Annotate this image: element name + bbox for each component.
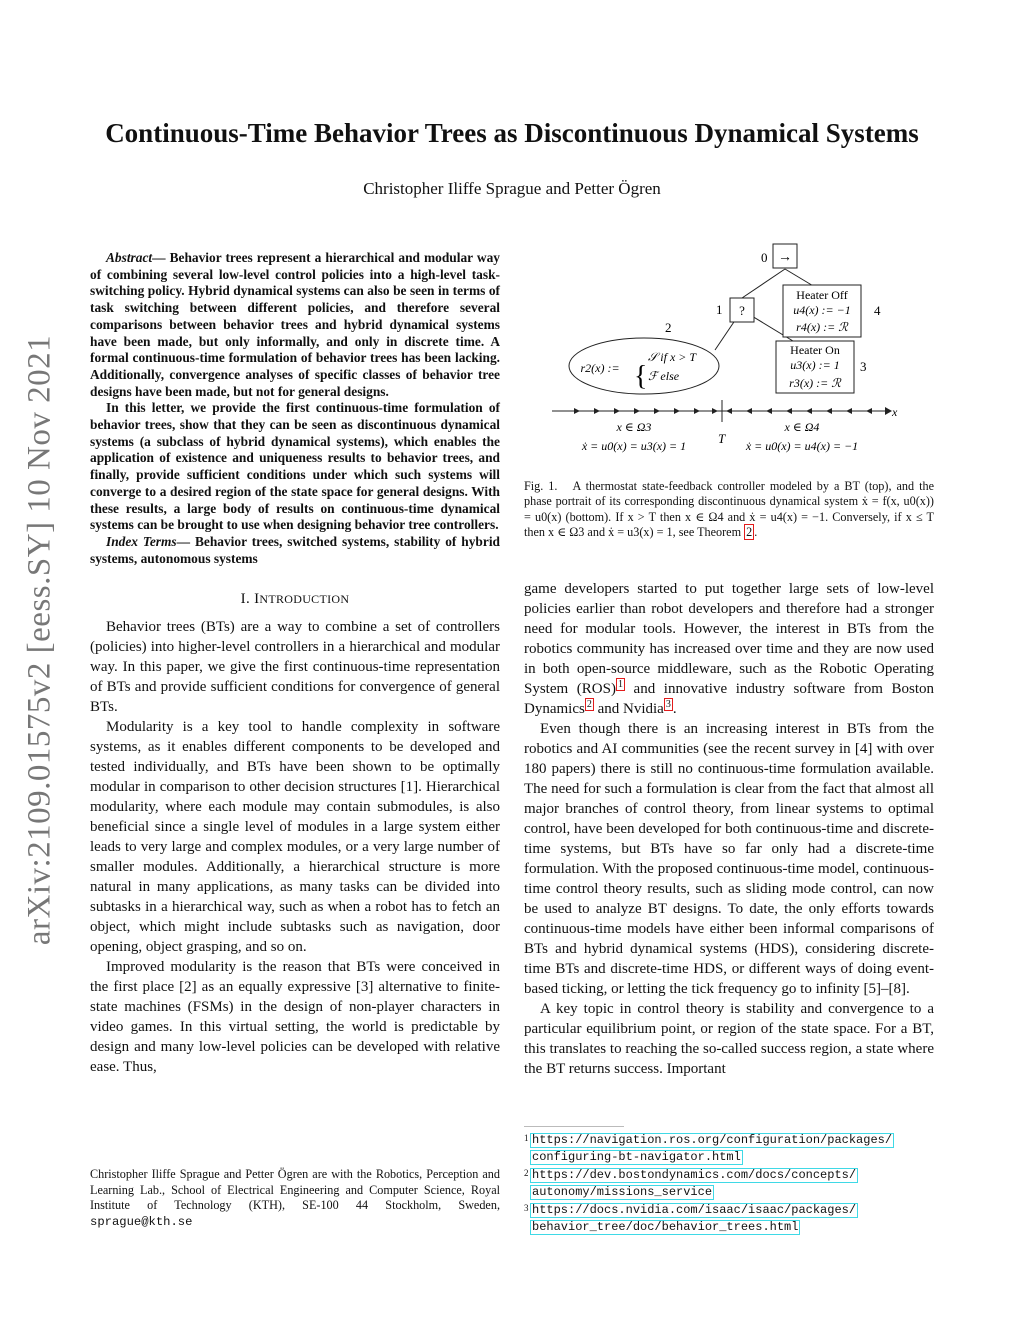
- axis-label: x: [892, 405, 898, 419]
- theorem-link[interactable]: 2: [746, 524, 753, 539]
- abstract-p1: Behavior trees represent a hierarchical and modular way of combining several low-level control policies into a high-level task-switching policy. Hybrid dynamical systems can also be seen in terms of task switching between different policies, and therefore several comparisons between behavior trees and hybrid dynamical systems have been made, but only informally, and only in discrete time. A formal continuous-time formulation of behavior trees has been lacking. Additionally, convergence analyses of specific classes of behavior tree designs have been made, but not for general designs.: [90, 250, 500, 399]
- footnote-link-2a[interactable]: https://dev.bostondynamics.com/docs/concepts/: [532, 1168, 857, 1182]
- affiliation-footnote: [90, 1167, 500, 1230]
- arxiv-sidebar: [10, 290, 70, 990]
- paper-authors: Christopher Iliffe Sprague and Petter Ögren: [363, 179, 661, 198]
- index-terms: Behavior trees, switched systems, stability of hybrid systems, autonomous systems: [90, 533, 500, 566]
- node-label-1: 1: [716, 302, 723, 317]
- footnote-rule: [524, 1126, 624, 1127]
- node-label-3: 3: [860, 359, 867, 374]
- caption-label: Fig. 1.: [524, 479, 558, 493]
- threshold-label: T: [718, 431, 726, 446]
- right-column: game developers started to put together large sets of low-level policies earlier than robot developers and therefore had a stronger need for modular tools. However, the interest in BTs from the robotics community has increased over time and they are now used in both open-source middleware, such as the Robotic Operating System (ROS) $^1$ and innovative industry software from Boston Dynamics $^2$ and Nvidia $^3$ . Even though there is an increasing interest in BTs from the robotics and AI communities (see the recent survey in [4] with over 180 papers) there is still no continuous-time formulation available. The need for such a formulation is clear from the fact that almost all major branches of control theory, from linear systems to optimal control, have been developed for both continuous-time and discrete-time systems, but BTs have so far only had a discrete-time formulation. With the proposed continuous-time model, continuous-time control theory results, such as sliding mode control, can now be used to analyze BT designs. To date, the only efforts towards continuous-time models have either been informal comparisons of BTs and hybrid dynamical systems (HDS), considering discrete-time BTs and discrete-time HDS, or different ways of doing event-based ticking, or letting the tick frequency go to infinity [5]–[8]. A key topic in control theory is stability and convergence to a particular equilibrium point, or region of the state space. For a BT, this translates to reaching the so-called success region, a state where the BT returns success. Important: [524, 581, 934, 1077]
- footnote-ref-2[interactable]: 2: [586, 699, 592, 710]
- figure-caption: Fig. 1. A thermostat state-feedback controller modeled by a BT (top), and the phase portrait of its corresponding discontinuous dynamical system ẋ = f(x, u0(x)) = u0(x) (bottom). If x > T then x ∈ Ω4 and ẋ = u4(x) = −1. Conversely, if x ≤ T then x ∈ Ω3 and ẋ = u3(x) = 1, see Theorem 2 .: [524, 479, 934, 539]
- abstract-label: Abstract: [106, 250, 153, 265]
- footnote-3: 3 https://docs.nvidia.com/isaac/isaac/packages/ behavior_tree/doc/behavior_trees.html: [524, 1203, 857, 1234]
- footnote-link-1a[interactable]: https://navigation.ros.org/configuration/packages/: [532, 1133, 893, 1147]
- right-paragraph-1: game developers started to put together large sets of low-level policies earlier than robot developers and therefore had a stronger need for modular tools. However, the interest in BTs from the robotics community has increased over time and they are now used in both open-source middleware, such as the Robotic Operating System (ROS): [524, 581, 934, 697]
- r3-def: r3(x) := ℛ: [789, 376, 841, 390]
- affiliation-text: Christopher Iliffe Sprague and Petter Ögren are with the Robotics, Perception and Learning Lab., School of Electrical Engineering and Computer Science, Royal Institute of Technology (KTH), SE-100 44 Stockholm, Sweden,: [90, 1167, 500, 1212]
- intro-paragraph-3: Improved modularity is the reason that BTs were conceived in the first place [2] as an equally expressive [3] alternative to finite-state machines (FSMs) in the design of non-player characters in video games. In this virtual setting, the world is predictable by design and many low-level policies can be developed with relative ease. Thus,: [90, 959, 500, 1076]
- edge-0-1: [742, 269, 785, 298]
- paper-title: Continuous-Time Behavior Trees as Discontinuous Dynamical Systems: [105, 118, 919, 148]
- region-omega3: x ∈ Ω3: [616, 420, 652, 434]
- u4-def: u4(x) := −1: [793, 303, 851, 317]
- arxiv-id: arXiv:2109.01575v2 [eess.SY] 10 Nov 2021: [21, 334, 58, 946]
- dynamics-omega3: ẋ = u0(x) = u3(x) = 1: [581, 439, 687, 453]
- footnote-2: 2 https://dev.bostondynamics.com/docs/concepts/ autonomy/missions_service: [524, 1168, 857, 1199]
- u3-def: u3(x) := 1: [790, 358, 840, 372]
- node-label-0: 0: [761, 250, 768, 265]
- node-label-4: 4: [874, 303, 881, 318]
- footnotes: [524, 1133, 944, 1238]
- fallback-symbol: ?: [739, 303, 745, 318]
- footnote-link-3a[interactable]: https://docs.nvidia.com/isaac/isaac/packages/: [532, 1203, 857, 1217]
- caption-text: A thermostat state-feedback controller modeled by a BT (top), and the phase portrait of its corresponding discontinuous dynamical system ẋ = f(x, u0(x)) = u0(x) (bottom). If x > T then x ∈ Ω4 and ẋ = u4(x) = −1. Conversely, if x ≤ T then x ∈ Ω3 and ẋ = u3(x) = 1, see Theorem: [524, 479, 934, 539]
- footnote-ref-1[interactable]: 1: [617, 679, 623, 690]
- footnote-link-3b[interactable]: behavior_tree/doc/behavior_trees.html: [532, 1220, 799, 1234]
- node-label-2: 2: [665, 320, 672, 335]
- footnote-link-1b[interactable]: configuring-bt-navigator.html: [532, 1150, 741, 1164]
- footnote-ref-3[interactable]: 3: [665, 699, 671, 710]
- footnote-link-2b[interactable]: autonomy/missions_service: [532, 1185, 713, 1199]
- heater-on-label: Heater On: [790, 343, 840, 357]
- right-paragraph-3: A key topic in control theory is stability and convergence to a particular equilibrium point, or region of the state space. For a BT, this translates to reaching the so-called success region, a state where the BT returns success. Important: [524, 1001, 934, 1077]
- sequence-symbol: →: [778, 250, 792, 265]
- intro-paragraph-1: Behavior trees (BTs) are a way to combine a set of controllers (policies) into higher-level controllers in a hierarchical and modular way. In this paper, we give the first continuous-time representation of BTs and provide sufficient conditions for convergence of general BTs.: [90, 619, 500, 716]
- abstract: Abstract— Behavior trees represent a hierarchical and modular way of combining several low-level control policies into a high-level task-switching policy. Hybrid dynamical systems can also be seen in terms of task switching between different policies, and therefore several comparisons between behavior trees and hybrid dynamical systems have been made, but only informally, and only in discrete time. A formal continuous-time formulation of behavior trees has been lacking. Additionally, convergence analyses of specific classes of behavior tree designs have been made, but not for general designs. In this letter, we provide the first continuous-time formulation of behavior trees, show that they can be seen as discontinuous dynamical systems (a subclass of hybrid dynamical systems), which enables the application of existence and uniqueness results to behavior trees, and finally, provide sufficient conditions under which such systems will converge to a desired region of the state space for general designs. With these results, a large body of results on continuous-time dynamical systems can be brought to use when designing behavior tree controllers. Index Terms— Behavior trees, switched systems, stability of hybrid systems, autonomous systems: [90, 250, 500, 566]
- left-column: [90, 250, 500, 1077]
- region-omega4: x ∈ Ω4: [784, 420, 820, 434]
- r2-case-failure: ℱ else: [648, 369, 680, 383]
- index-terms-label: Index Terms: [106, 533, 177, 549]
- heater-off-label: Heater Off: [796, 288, 848, 302]
- figure-1: [530, 242, 930, 462]
- right-paragraph-2: Even though there is an increasing interest in BTs from the robotics and AI communities (see the recent survey in [4] with over 180 papers) there is still no continuous-time formulation available. The need for such a formulation is clear from the fact that almost all major branches of control theory, from linear systems to optimal control, have been developed for both continuous-time and discrete-time systems, but BTs have so far only had a discrete-time formulation. With the proposed continuous-time model, continuous-time control theory results, such as sliding mode control, can now be used to analyze BT designs. To date, the only efforts towards continuous-time models have either been informal comparisons of BTs and hybrid dynamical systems (HDS), considering discrete-time BTs and discrete-time HDS, or different ways of doing event-based ticking, or letting the tick frequency go to infinity [5]–[8].: [524, 721, 934, 997]
- r2-def: r2(x) :=: [580, 361, 620, 375]
- footnote-1: 1 https://navigation.ros.org/configuration/packages/ configuring-bt-navigator.html: [524, 1133, 893, 1164]
- author-email[interactable]: sprague@kth.se: [90, 1214, 193, 1229]
- brace: {: [634, 361, 648, 392]
- section-heading: I. INTRODUCTION: [240, 591, 350, 608]
- abstract-p2: In this letter, we provide the first continuous-time formulation of behavior trees, show that they can be seen as discontinuous dynamical systems (a subclass of hybrid dynamical systems), which enables the application of existence and uniqueness results to behavior trees, and finally, provide sufficient conditions under which such systems will converge to a desired region of the state space for general designs. With these results, a large body of results on continuous-time dynamical systems can be brought to use when designing behavior tree controllers.: [90, 400, 500, 533]
- axis-arrowhead: [885, 407, 892, 415]
- dynamics-omega4: ẋ = u0(x) = u4(x) = −1: [745, 439, 859, 453]
- r4-def: r4(x) := ℛ: [796, 320, 848, 334]
- r2-case-success: 𝒮 if x > T: [648, 350, 697, 364]
- intro-paragraph-2: Modularity is a key tool to handle complexity in software systems, as it enables different components to be developed and tested individually, and BTs have been shown to be optimally modular in comparison to other decision structures [1]. Hierarchical modularity, where each module may contain submodules, is also beneficial since a single level of modules in a large system either leads to very large and complex modules, or a very large number of smaller modules. Additionally, a hierarchical structure is more natural in many applications, as many tasks can be divided into subtasks in a hierarchical way, such as when a robot has to fetch an object, which might include subtasks such as navigation, door opening, object grasping, and so on.: [90, 719, 500, 956]
